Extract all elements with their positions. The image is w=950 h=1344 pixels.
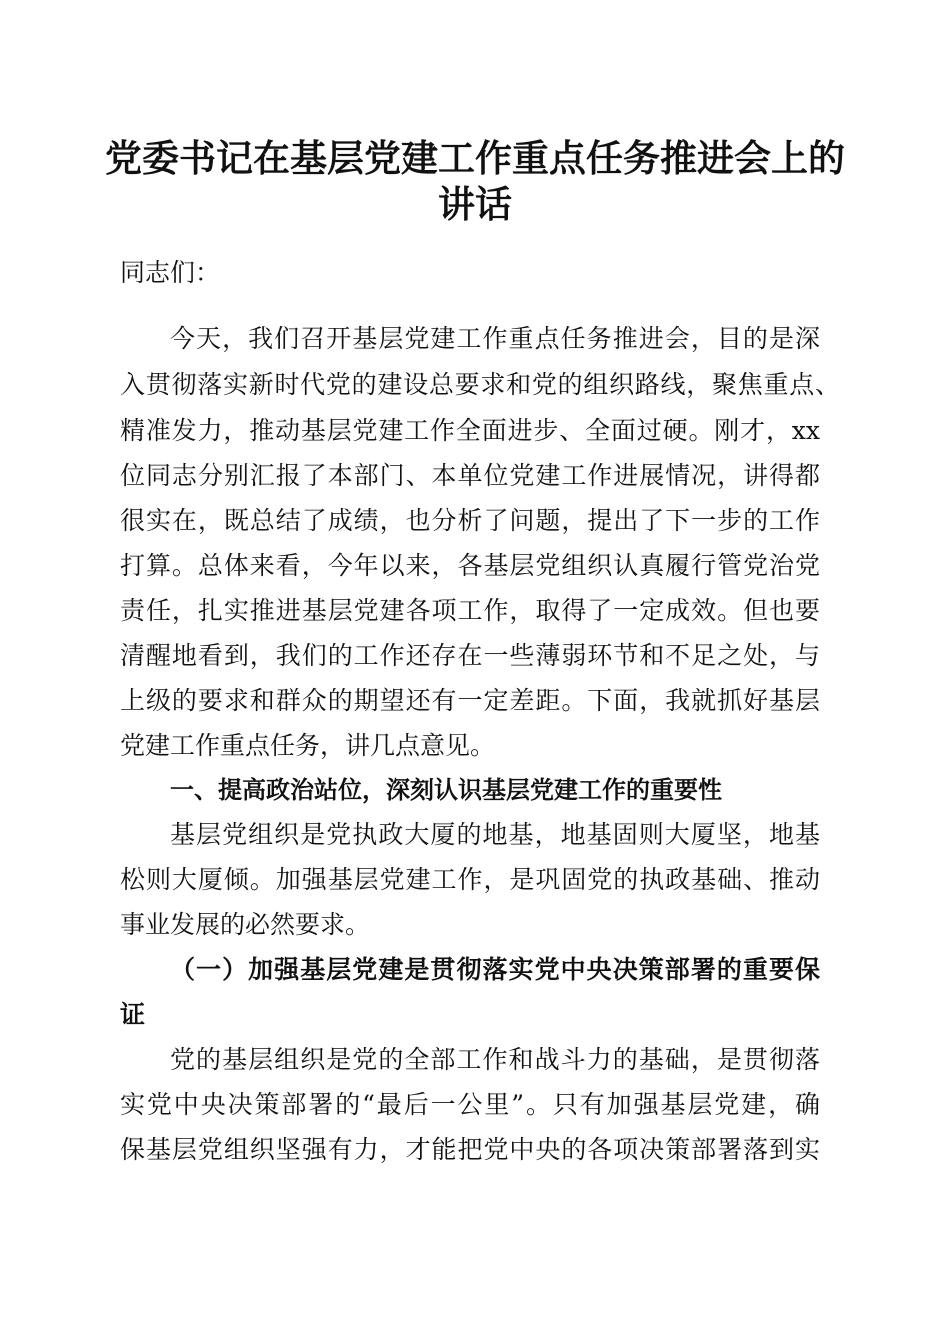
subsection-1-heading-line-1: （一）加强基层党建是贯彻落实党中央决策部署的重要保: [170, 955, 820, 984]
intro-line-4: 位同志分别汇报了本部门、本单位党建工作进展情况，讲得都: [120, 461, 820, 490]
section-1-line-2: 松则大厦倾。加强基层党建工作，是巩固党的执政基础、推动: [120, 865, 820, 894]
intro-line-10: 党建工作重点任务，讲几点意见。: [120, 731, 496, 760]
document-title-line-1: 党委书记在基层党建工作重点任务推进会上的: [105, 137, 845, 180]
intro-line-1: 今天，我们召开基层党建工作重点任务推进会，目的是深: [170, 324, 820, 353]
intro-line-8: 清醒地看到，我们的工作还存在一些薄弱环节和不足之处，与: [120, 641, 820, 670]
subsection-1-line-1: 党的基层组织是党的全部工作和战斗力的基础，是贯彻落: [170, 1045, 820, 1074]
salutation: 同志们：: [120, 258, 221, 287]
subsection-1-line-2: 实党中央决策部署的“最后一公里”。只有加强基层党建，确: [120, 1090, 820, 1119]
subsection-1-line-3: 保基层党组织坚强有力，才能把党中央的各项决策部署落到实: [120, 1135, 820, 1164]
intro-line-7: 责任，扎实推进基层党建各项工作，取得了一定成效。但也要: [120, 596, 820, 625]
intro-line-6: 打算。总体来看，今年以来，各基层党组织认真履行管党治党: [120, 551, 820, 580]
section-1-heading: 一、提高政治站位，深刻认识基层党建工作的重要性: [170, 776, 722, 804]
document-title-line-2: 讲话: [438, 183, 512, 226]
section-1-line-1: 基层党组织是党执政大厦的地基，地基固则大厦坚，地基: [170, 820, 820, 849]
intro-line-3: 精准发力，推动基层党建工作全面进步、全面过硬。刚才，xx: [120, 416, 820, 445]
intro-line-9: 上级的要求和群众的期望还有一定差距。下面，我就抓好基层: [120, 686, 820, 715]
intro-line-2: 入贯彻落实新时代党的建设总要求和党的组织路线，聚焦重点、: [120, 370, 840, 399]
subsection-1-heading-line-2: 证: [120, 1000, 146, 1029]
section-1-line-3: 事业发展的必然要求。: [120, 910, 371, 939]
intro-line-5: 很实在，既总结了成绩，也分析了问题，提出了下一步的工作: [120, 506, 820, 535]
